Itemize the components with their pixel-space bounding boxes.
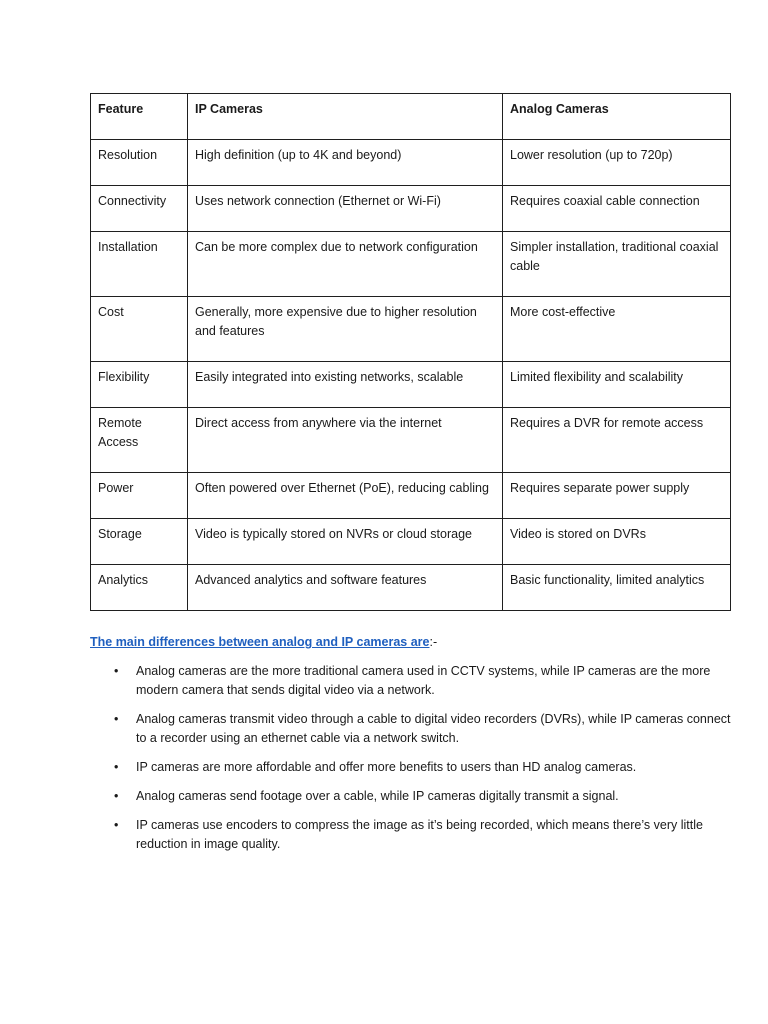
analog-camera-cell: Simpler installation, traditional coaxial cable <box>503 232 731 297</box>
ip-camera-cell: Can be more complex due to network configuration <box>188 232 503 297</box>
feature-cell: Resolution <box>91 140 188 186</box>
feature-cell: Connectivity <box>91 186 188 232</box>
analog-camera-cell: Lower resolution (up to 720p) <box>503 140 731 186</box>
feature-cell: Remote Access <box>91 408 188 473</box>
list-item-text: Analog cameras transmit video through a cable to digital video recorders (DVRs), while IP cameras connect to a recorder using an ethernet cable via a network switch. <box>136 712 731 745</box>
differences-list <box>90 662 736 864</box>
feature-cell: Power <box>91 473 188 519</box>
ip-camera-cell: Direct access from anywhere via the internet <box>188 408 503 473</box>
list-item-text: Analog cameras send footage over a cable, while IP cameras digitally transmit a signal. <box>136 789 619 803</box>
table-row <box>91 186 731 232</box>
analog-camera-cell: Limited flexibility and scalability <box>503 362 731 408</box>
list-item <box>114 710 736 748</box>
list-item <box>114 662 736 700</box>
ip-camera-cell: Generally, more expensive due to higher resolution and features <box>188 297 503 362</box>
feature-cell: Storage <box>91 519 188 565</box>
feature-cell: Flexibility <box>91 362 188 408</box>
table-row <box>91 232 731 297</box>
list-item <box>114 758 736 777</box>
ip-camera-cell: High definition (up to 4K and beyond) <box>188 140 503 186</box>
bullet-icon: • <box>114 664 119 678</box>
ip-camera-cell: Uses network connection (Ethernet or Wi-Fi) <box>188 186 503 232</box>
comparison-table <box>90 93 731 611</box>
header-feature: Feature <box>91 94 188 140</box>
table-row <box>91 519 731 565</box>
list-item-text: IP cameras use encoders to compress the image as it’s being recorded, which means there’s very little reduction in image quality. <box>136 818 703 851</box>
ip-camera-cell: Advanced analytics and software features <box>188 565 503 611</box>
analog-camera-cell: Requires a DVR for remote access <box>503 408 731 473</box>
bullet-icon: • <box>114 789 119 803</box>
table-row <box>91 565 731 611</box>
feature-cell: Installation <box>91 232 188 297</box>
table-row <box>91 473 731 519</box>
table-header-row <box>91 94 731 140</box>
table-row <box>91 297 731 362</box>
feature-cell: Cost <box>91 297 188 362</box>
analog-camera-cell: Video is stored on DVRs <box>503 519 731 565</box>
list-item-text: IP cameras are more affordable and offer more benefits to users than HD analog cameras. <box>136 760 637 774</box>
analog-camera-cell: Requires separate power supply <box>503 473 731 519</box>
feature-cell: Analytics <box>91 565 188 611</box>
differences-heading <box>90 633 437 652</box>
ip-camera-cell: Often powered over Ethernet (PoE), reducing cabling <box>188 473 503 519</box>
analog-camera-cell: Requires coaxial cable connection <box>503 186 731 232</box>
analog-camera-cell: Basic functionality, limited analytics <box>503 565 731 611</box>
differences-heading-suffix: :- <box>429 635 438 649</box>
analog-camera-cell: More cost-effective <box>503 297 731 362</box>
ip-camera-cell: Video is typically stored on NVRs or cloud storage <box>188 519 503 565</box>
list-item <box>114 787 736 806</box>
header-analog-cameras: Analog Cameras <box>503 94 731 140</box>
differences-link[interactable]: The main differences between analog and IP cameras are <box>90 635 430 649</box>
list-item-text: Analog cameras are the more traditional camera used in CCTV systems, while IP cameras are the more modern camera that sends digital video via a network. <box>136 664 711 697</box>
table-row <box>91 408 731 473</box>
header-ip-cameras: IP Cameras <box>188 94 503 140</box>
table-row <box>91 362 731 408</box>
ip-camera-cell: Easily integrated into existing networks, scalable <box>188 362 503 408</box>
bullet-icon: • <box>114 818 119 832</box>
list-item <box>114 816 736 854</box>
table-row <box>91 140 731 186</box>
bullet-icon: • <box>114 760 119 774</box>
bullet-icon: • <box>114 712 119 726</box>
